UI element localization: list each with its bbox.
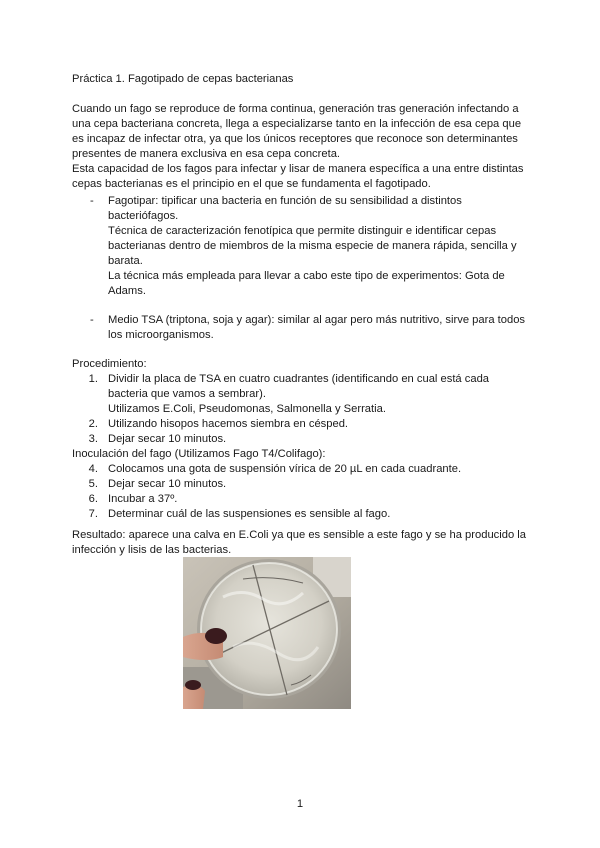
page-title: Práctica 1. Fagotipado de cepas bacterianas <box>72 73 294 85</box>
bullet-line: bacterianas dentro de miembros de la misma especie de manera rápida, sencilla y <box>108 240 517 252</box>
step-number: 2. <box>88 418 98 430</box>
step-line: Utilizamos E.Coli, Pseudomonas, Salmonella y Serratia. <box>108 403 386 415</box>
step-number: 4. <box>88 463 98 475</box>
bullet-line: Técnica de caracterización fenotípica que permite distinguir e identificar cepas <box>108 225 497 237</box>
step-number: 5. <box>88 478 98 490</box>
intro-line: presentes de manera exclusiva en esa cepa concreta. <box>72 148 341 160</box>
bullet-line: barata. <box>108 255 143 267</box>
step-line: Incubar a 37º. <box>108 493 178 505</box>
inoculation-heading: Inoculación del fago (Utilizamos Fago T4/Colifago): <box>72 448 326 460</box>
step-number: 7. <box>88 508 98 520</box>
bullet-line: Adams. <box>108 285 146 297</box>
procedure-heading: Procedimiento: <box>72 358 147 370</box>
step-line: Dividir la placa de TSA en cuatro cuadrantes (identificando en cual está cada <box>108 373 490 385</box>
bullet-marker: - <box>90 314 94 326</box>
step-line: Dejar secar 10 minutos. <box>108 433 227 445</box>
petri-dish-photo <box>183 557 351 709</box>
step-number: 1. <box>88 373 98 385</box>
page-number: 1 <box>296 798 304 810</box>
bullet-marker: - <box>90 195 94 207</box>
step-number: 3. <box>88 433 98 445</box>
intro-line: es incapaz de infectar otra, ya que los únicos receptores que reconoce son determinantes <box>72 133 518 145</box>
intro-line: una cepa bacteriana concreta, llega a especializarse tanto en la infección de esa cepa que <box>72 118 522 130</box>
bullet-line: bacteriófagos. <box>108 210 179 222</box>
step-line: Determinar cuál de las suspensiones es sensible al fago. <box>108 508 391 520</box>
result-line: Resultado: aparece una calva en E.Coli ya que es sensible a este fago y se ha producido la <box>72 529 527 541</box>
intro-line: Cuando un fago se reproduce de forma continua, generación tras generación infectando a <box>72 103 519 115</box>
step-line: Utilizando hisopos hacemos siembra en césped. <box>108 418 349 430</box>
intro-line: cepas bacterianas es el principio en el que se fundamenta el fagotipado. <box>72 178 431 190</box>
step-line: bacteria que vamos a sembrar). <box>108 388 266 400</box>
result-line: infección y lisis de las bacterias. <box>72 544 232 556</box>
step-number: 6. <box>88 493 98 505</box>
step-line: Dejar secar 10 minutos. <box>108 478 227 490</box>
bullet-line: Fagotipar: tipificar una bacteria en función de su sensibilidad a distintos <box>108 195 462 207</box>
bullet-line: La técnica más empleada para llevar a cabo este tipo de experimentos: Gota de <box>108 270 505 282</box>
intro-line: Esta capacidad de los fagos para infectar y lisar de manera específica a una entre distintas <box>72 163 524 175</box>
bullet-line: Medio TSA (triptona, soja y agar): similar al agar pero más nutritivo, sirve para todos <box>108 314 526 326</box>
step-line: Colocamos una gota de suspensión vírica de 20 µL en cada cuadrante. <box>108 463 462 475</box>
bullet-line: los microorganismos. <box>108 329 214 341</box>
